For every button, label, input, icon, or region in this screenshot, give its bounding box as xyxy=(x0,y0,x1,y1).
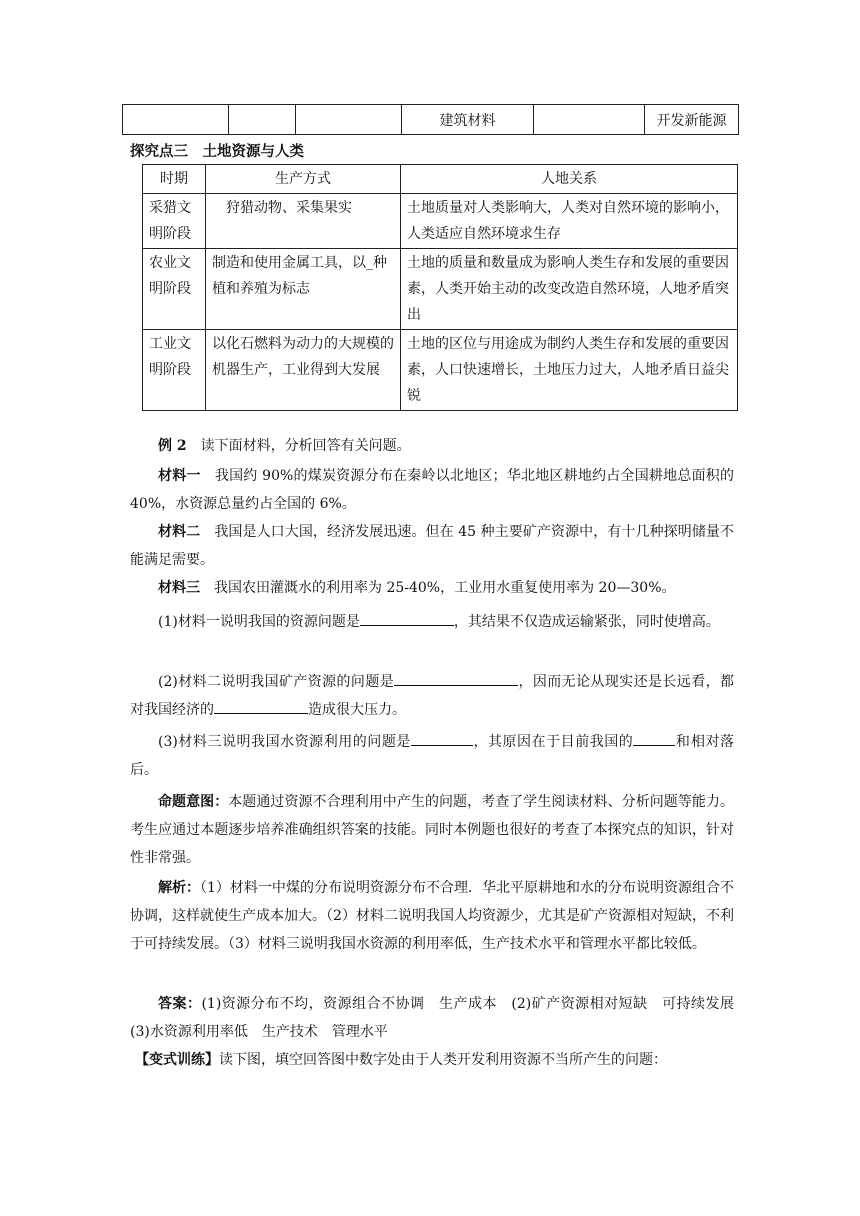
answer-blank[interactable] xyxy=(360,609,454,626)
section-title: 探究点三 土地资源与人类 xyxy=(130,143,304,160)
material-three: 材料三 我国农田灌溉水的利用率为 25-40%，工业用水重复使用率为 20—30%。 xyxy=(158,580,676,596)
table-fragment-top xyxy=(122,104,739,135)
production-cell: 以化石燃料为动力的大规模的机器生产，工业得到大发展 xyxy=(206,330,401,411)
question-3: (3)材料三说明我国水资源利用的问题是 ，其原因在于目前我国的 和相对落后。 xyxy=(130,728,734,784)
table-cell xyxy=(123,105,229,135)
period-cell: 采猎文明阶段 xyxy=(143,194,206,249)
column-header-relation: 人地关系 xyxy=(401,165,738,194)
table-row xyxy=(143,249,738,330)
table-row xyxy=(143,330,738,411)
question-intent: 命题意图：本题通过资源不合理利用中产生的问题，考查了学生阅读材料、分析问题等能力。考生应通过本题逐步培养准确组织答案的技能。同时本例题也很好的考查了本探究点的知识，针对性非常强。 xyxy=(130,794,734,866)
analysis: 解析：（1）材料一中煤的分布说明资源分布不合理．华北平原耕地和水的分布说明资源组合不协调，这样就使生产成本加大。（2）材料二说明我国人均资源少，尤其是矿产资源相对短缺，不利于可持续发展。（3）材料三说明我国水资源的利用率低，生产技术水平和管理水平都比较低。 xyxy=(130,880,735,952)
example-heading: 例 2 读下面材料，分析回答有关问题。 xyxy=(158,438,411,454)
variant-training: 【变式训练】读下图，填空回答图中数字处由于人类开发利用资源不当所产生的问题： xyxy=(135,1052,667,1068)
answer-blank[interactable] xyxy=(394,669,518,686)
answer-blank[interactable] xyxy=(633,729,675,746)
column-header-period: 时期 xyxy=(143,165,206,194)
relation-cell: 土地质量对人类影响大，人类对自然环境的影响小，人类适应自然环境求生存 xyxy=(401,194,738,249)
period-cell: 工业文明阶段 xyxy=(143,330,206,411)
column-header-production: 生产方式 xyxy=(206,165,401,194)
table-cell xyxy=(296,105,402,135)
table-cell: 开发新能源 xyxy=(645,105,739,135)
period-cell: 农业文明阶段 xyxy=(143,249,206,330)
material-one: 材料一 我国约 90%的煤炭资源分布在秦岭以北地区；华北地区耕地约占全国耕地总面积的 40%，水资源总量约占全国的 6%。 xyxy=(130,468,734,512)
answer-blank[interactable] xyxy=(411,729,473,746)
land-resource-table xyxy=(142,164,738,411)
table-cell xyxy=(534,105,645,135)
production-cell: 狩猎动物、采集果实 xyxy=(206,194,401,249)
table-cell: 建筑材料 xyxy=(402,105,534,135)
table-cell xyxy=(229,105,296,135)
relation-cell: 土地的区位与用途成为制约人类生存和发展的重要因素，人口快速增长，土地压力过大，人地矛盾日益尖锐 xyxy=(401,330,738,411)
table-row xyxy=(123,105,739,135)
table-header-row xyxy=(143,165,738,194)
relation-cell: 土地的质量和数量成为影响人类生存和发展的重要因素，人类开始主动的改变改造自然环境，人地矛盾突出 xyxy=(401,249,738,330)
answer-blank[interactable] xyxy=(214,697,308,714)
question-1: (1)材料一说明我国的资源问题是 ，其结果不仅造成运输紧张，同时使增高。 xyxy=(130,608,734,636)
answer: 答案：(1)资源分布不均，资源组合不协调 生产成本 (2)矿产资源相对短缺 可持续发展 (3)水资源利用率低 生产技术 管理水平 xyxy=(130,996,748,1040)
table-row xyxy=(143,194,738,249)
production-cell: 制造和使用金属工具，以_种植和养殖为标志 xyxy=(206,249,401,330)
question-2: (2)材料二说明我国矿产资源的问题是 ，因而无论从现实还是长远看，都对我国经济的 造成很大压力。 xyxy=(130,668,734,724)
material-two: 材料二 我国是人口大国，经济发展迅速。但在 45 种主要矿产资源中，有十几种探明储量不能满足需要。 xyxy=(130,524,734,568)
